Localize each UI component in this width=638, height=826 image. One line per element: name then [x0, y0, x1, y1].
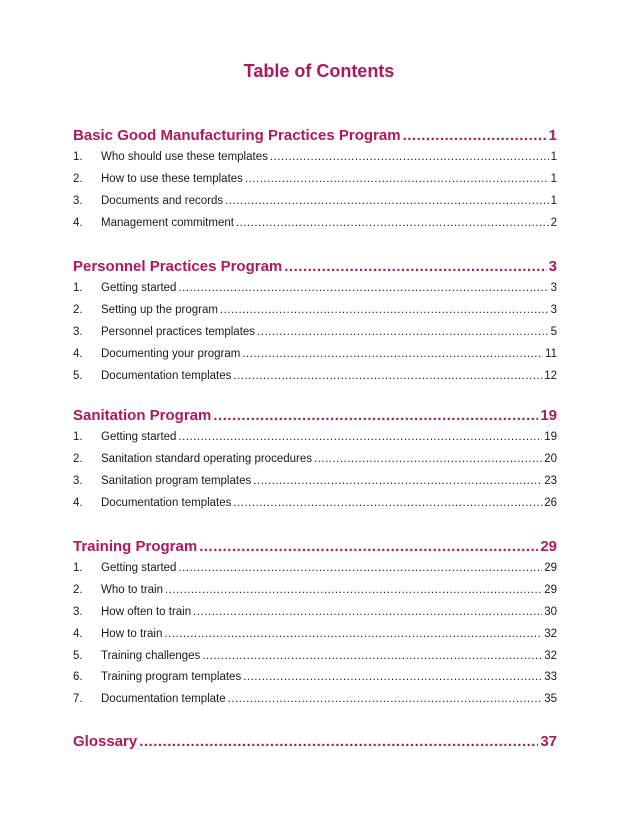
- dot-leader: [253, 471, 542, 493]
- section-title: Training Program: [73, 538, 198, 555]
- toc-entry[interactable]: [73, 366, 557, 388]
- toc-entry[interactable]: [73, 322, 557, 344]
- toc-entry[interactable]: [73, 278, 557, 300]
- section-title: Basic Good Manufacturing Practices Program: [73, 127, 401, 144]
- page-title: Table of Contents: [243, 61, 395, 81]
- section-page-number: 1: [548, 127, 557, 144]
- toc-section-heading[interactable]: [73, 256, 557, 278]
- toc-entry[interactable]: [73, 344, 557, 366]
- dot-leader: [228, 689, 543, 711]
- section-page-number: 19: [540, 407, 557, 424]
- toc-section-basic-gmp: [73, 125, 557, 235]
- entry-page-number: 33: [544, 671, 557, 684]
- entry-number: 2.: [73, 172, 83, 185]
- dot-leader: [178, 558, 542, 580]
- entry-label: Setting up the program: [101, 303, 218, 316]
- entry-label: Documentation templates: [101, 369, 232, 382]
- entry-number: 3.: [73, 325, 83, 338]
- toc-entry[interactable]: [73, 580, 557, 602]
- dot-leader: [193, 602, 542, 624]
- entry-page-number: 1: [550, 172, 557, 185]
- entry-page-number: 20: [544, 452, 557, 465]
- entry-label: Documentation templates: [101, 496, 232, 509]
- entry-page-number: 26: [544, 496, 557, 509]
- dot-leader: [242, 344, 543, 366]
- dot-leader: [220, 300, 549, 322]
- entry-label: Who to train: [101, 583, 163, 596]
- entry-page-number: 29: [544, 562, 557, 574]
- dot-leader: [314, 449, 542, 471]
- entry-label: Sanitation program templates: [101, 474, 252, 487]
- dot-leader: [233, 366, 542, 388]
- entry-number: 2.: [73, 452, 83, 465]
- entry-number: 5.: [73, 649, 83, 662]
- dot-leader: [139, 731, 538, 753]
- toc-entry[interactable]: [73, 169, 557, 191]
- toc-section-personnel: [73, 256, 557, 387]
- toc-entry[interactable]: [73, 667, 557, 689]
- entry-number: 2.: [73, 303, 83, 316]
- dot-leader: [199, 536, 538, 558]
- toc-entry[interactable]: [73, 449, 557, 471]
- dot-leader: [202, 646, 542, 668]
- dot-leader: [233, 493, 542, 515]
- dot-leader: [236, 213, 549, 235]
- entry-page-number: 5: [550, 325, 557, 338]
- toc-section-training: [73, 536, 557, 711]
- entry-page-number: 1: [550, 151, 557, 163]
- entry-page-number: 1: [550, 194, 557, 207]
- entry-number: 3.: [73, 474, 83, 487]
- toc-entry[interactable]: [73, 646, 557, 668]
- section-title: Sanitation Program: [73, 407, 212, 424]
- entry-page-number: 19: [544, 431, 557, 443]
- toc-entry[interactable]: [73, 624, 557, 646]
- entry-label: How often to train: [101, 605, 192, 618]
- entry-page-number: 35: [544, 693, 557, 706]
- entry-number: 4.: [73, 627, 83, 640]
- toc-entry[interactable]: [73, 558, 557, 580]
- entry-page-number: 2: [550, 216, 557, 229]
- entry-label: Getting started: [101, 562, 177, 574]
- entry-number: 3.: [73, 194, 83, 207]
- entry-page-number: 32: [544, 627, 557, 640]
- entry-number: 6.: [73, 671, 83, 684]
- entry-number: 7.: [73, 693, 83, 706]
- entry-number: 1.: [73, 431, 83, 443]
- toc-section-heading[interactable]: [73, 125, 557, 147]
- dot-leader: [243, 667, 542, 689]
- entry-number: 1.: [73, 562, 83, 574]
- entry-number: 4.: [73, 496, 83, 509]
- entry-page-number: 29: [544, 583, 557, 596]
- dot-leader: [257, 322, 549, 344]
- dot-leader: [178, 278, 548, 300]
- dot-leader: [178, 427, 542, 449]
- toc-entry[interactable]: [73, 147, 557, 169]
- toc-entry[interactable]: [73, 191, 557, 213]
- dot-leader: [164, 624, 542, 646]
- dot-leader: [403, 125, 547, 147]
- entry-label: How to train: [101, 627, 163, 640]
- entry-number: 4.: [73, 216, 83, 229]
- toc-entry[interactable]: [73, 427, 557, 449]
- entry-label: How to use these templates: [101, 172, 243, 185]
- entry-label: Documenting your program: [101, 347, 241, 360]
- entry-page-number: 23: [544, 474, 557, 487]
- entry-label: Who should use these templates: [101, 151, 268, 163]
- entry-number: 1.: [73, 151, 83, 163]
- entry-page-number: 11: [545, 347, 557, 360]
- toc-entry[interactable]: [73, 602, 557, 624]
- section-title: Glossary: [73, 733, 138, 750]
- toc-section-heading[interactable]: [73, 405, 557, 427]
- entry-label: Getting started: [101, 431, 177, 443]
- section-title: Personnel Practices Program: [73, 258, 283, 275]
- entry-page-number: 12: [544, 369, 557, 382]
- toc-section-heading[interactable]: [73, 536, 557, 558]
- entry-label: Training program templates: [101, 671, 242, 684]
- toc-section-sanitation: [73, 405, 557, 515]
- toc-entry[interactable]: [73, 689, 557, 711]
- dot-leader: [270, 147, 549, 169]
- entry-page-number: 3: [550, 282, 557, 294]
- entry-number: 3.: [73, 605, 83, 618]
- entry-label: Documentation template: [101, 693, 226, 706]
- toc-section-heading[interactable]: [73, 731, 557, 753]
- toc-entry[interactable]: [73, 471, 557, 493]
- entry-page-number: 32: [544, 649, 557, 662]
- toc-entry[interactable]: [73, 493, 557, 515]
- entry-number: 5.: [73, 369, 83, 382]
- toc-entry[interactable]: [73, 300, 557, 322]
- dot-leader: [225, 191, 549, 213]
- entry-label: Training challenges: [101, 649, 201, 662]
- entry-page-number: 3: [550, 303, 557, 316]
- entry-label: Documents and records: [101, 194, 224, 207]
- entry-number: 1.: [73, 282, 83, 294]
- entry-label: Personnel practices templates: [101, 325, 256, 338]
- entry-label: Getting started: [101, 282, 177, 294]
- dot-leader: [213, 405, 538, 427]
- section-page-number: 3: [548, 258, 557, 275]
- section-page-number: 37: [540, 733, 557, 750]
- dot-leader: [245, 169, 549, 191]
- entry-page-number: 30: [544, 605, 557, 618]
- dot-leader: [165, 580, 542, 602]
- dot-leader: [284, 256, 546, 278]
- entry-number: 2.: [73, 583, 83, 596]
- entry-number: 4.: [73, 347, 83, 360]
- entry-label: Sanitation standard operating procedures: [101, 452, 312, 465]
- toc-section-glossary: [73, 731, 557, 753]
- section-page-number: 29: [540, 538, 557, 555]
- toc-entry[interactable]: [73, 213, 557, 235]
- entry-label: Management commitment: [101, 216, 234, 229]
